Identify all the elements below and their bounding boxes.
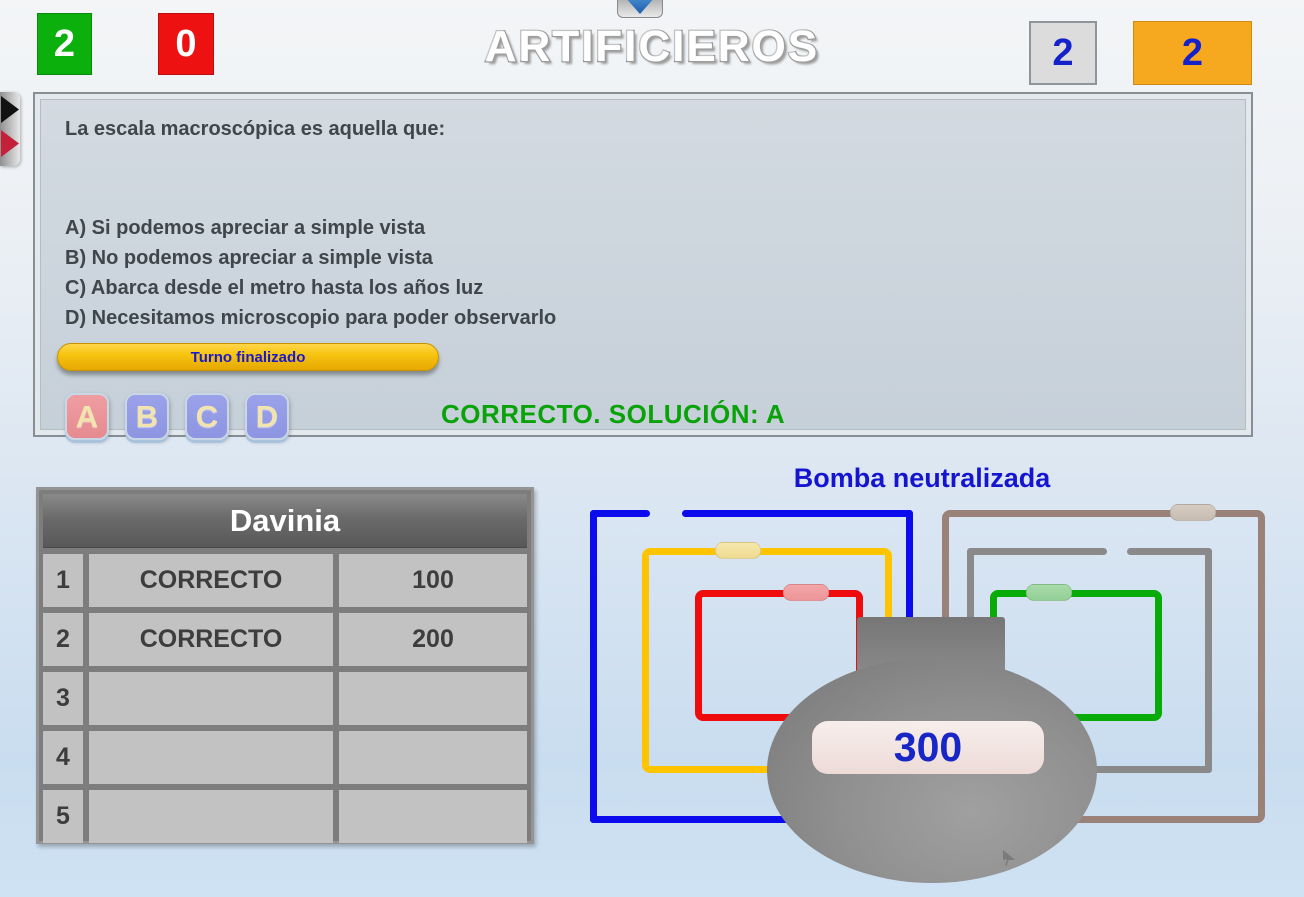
wire-gray-cut-right[interactable]	[1127, 548, 1212, 555]
wire-connector-red	[783, 584, 829, 601]
wire-connector-green	[1026, 584, 1072, 601]
row-number: 1	[43, 554, 83, 607]
collapse-button[interactable]	[617, 0, 663, 18]
wire-blue-cut-left[interactable]	[590, 510, 650, 517]
red-arrow-icon[interactable]	[1, 130, 19, 157]
row-answer: CORRECTO	[89, 613, 333, 666]
row-number: 3	[43, 672, 83, 725]
chevron-down-icon	[624, 0, 656, 14]
wire-blue[interactable]	[590, 510, 597, 823]
row-points	[339, 672, 527, 725]
option-d: D) Necesitamos microscopio para poder observarlo	[65, 307, 557, 329]
table-row	[43, 554, 527, 607]
score-box-green: 2	[37, 13, 92, 75]
wire-connector-taupe	[1170, 504, 1216, 521]
row-answer	[89, 672, 333, 725]
bomb-points-label: 300	[812, 721, 1044, 774]
table-row	[43, 790, 527, 843]
table-row	[43, 672, 527, 725]
score-box-gray: 2	[1029, 21, 1097, 85]
row-answer	[89, 731, 333, 784]
black-arrow-icon[interactable]	[1, 96, 19, 123]
row-points	[339, 731, 527, 784]
player-name-header: Davinia	[43, 494, 527, 548]
option-c: C) Abarca desde el metro hasta los años luz	[65, 277, 484, 299]
wire-gray[interactable]	[1205, 548, 1212, 773]
option-a: A) Si podemos apreciar a simple vista	[65, 217, 426, 239]
answer-button-c[interactable]: C	[185, 393, 229, 440]
row-points: 100	[339, 554, 527, 607]
score-box-orange: 2	[1133, 21, 1252, 85]
row-number: 2	[43, 613, 83, 666]
row-answer	[89, 790, 333, 843]
row-answer: CORRECTO	[89, 554, 333, 607]
side-nav-panel[interactable]	[0, 92, 20, 166]
wire-connector-yellow	[715, 542, 761, 559]
wire-gray-cut-left[interactable]	[967, 548, 1107, 555]
result-text: CORRECTO. SOLUCIÓN: A	[441, 399, 786, 429]
row-number: 4	[43, 731, 83, 784]
wire-blue-cut-right[interactable]	[682, 510, 913, 517]
question-panel-inner	[40, 99, 1246, 434]
row-points	[339, 790, 527, 843]
score-table	[36, 487, 534, 844]
row-points: 200	[339, 613, 527, 666]
table-row	[43, 731, 527, 784]
bomb-status-text: Bomba neutralizada	[793, 463, 1051, 493]
row-number: 5	[43, 790, 83, 843]
answer-button-a[interactable]: A	[65, 393, 109, 440]
question-panel	[33, 92, 1253, 437]
answer-button-d[interactable]: D	[245, 393, 289, 440]
question-text: La escala macroscópica es aquella que:	[65, 118, 446, 140]
score-box-red: 0	[158, 13, 214, 75]
answer-button-b[interactable]: B	[125, 393, 169, 440]
table-row	[43, 613, 527, 666]
page-title: ARTIFICIEROS	[484, 22, 820, 71]
turn-finished-button[interactable]: Turno finalizado	[57, 343, 439, 371]
options-list	[65, 213, 556, 333]
option-b: B) No podemos apreciar a simple vista	[65, 247, 433, 269]
